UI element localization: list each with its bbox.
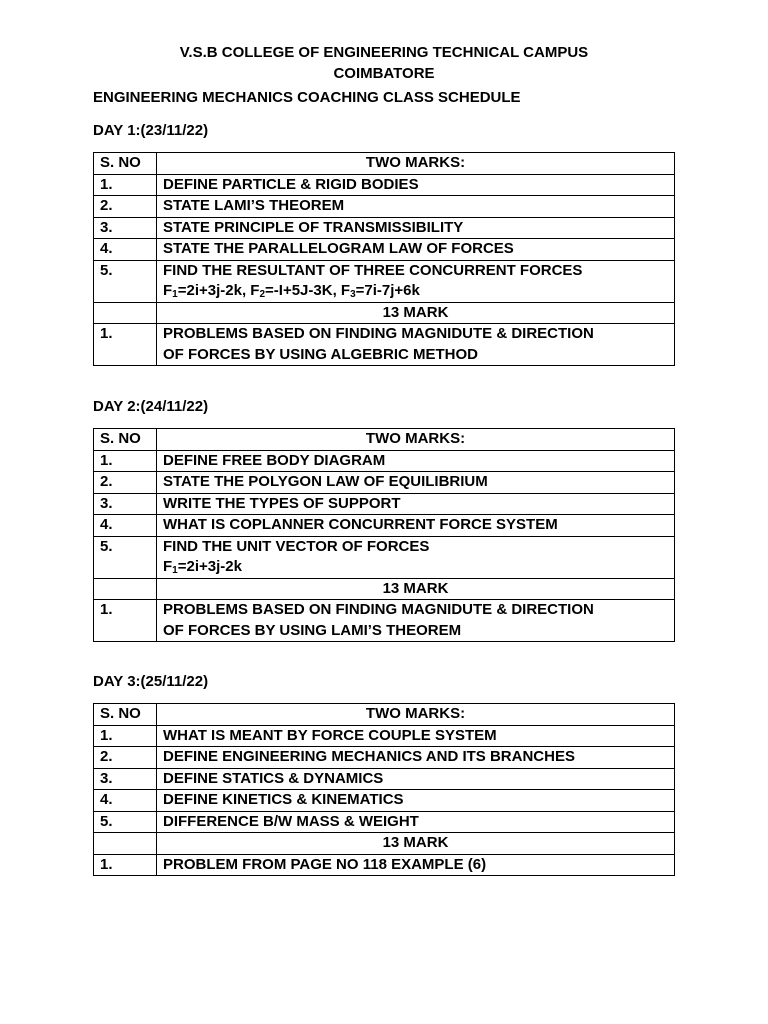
table-header-row bbox=[94, 704, 675, 726]
day-1-table bbox=[93, 152, 675, 366]
table-header-row bbox=[94, 153, 675, 175]
row-number: 2. bbox=[94, 196, 157, 218]
row-text: DEFINE KINETICS & KINEMATICS bbox=[157, 790, 675, 812]
row-text: FIND THE RESULTANT OF THREE CONCURRENT FORCES bbox=[163, 261, 583, 279]
empty-cell bbox=[94, 302, 157, 324]
table-row bbox=[94, 768, 675, 790]
row-text: FIND THE UNIT VECTOR OF FORCES bbox=[163, 537, 430, 555]
thirteen-mark-header: 13 MARK bbox=[157, 302, 675, 324]
schedule-title: ENGINEERING MECHANICS COACHING CLASS SCHEDULE bbox=[93, 89, 521, 106]
row-number: 5. bbox=[94, 536, 157, 578]
row-number: 4. bbox=[94, 515, 157, 537]
table-row bbox=[94, 536, 675, 578]
college-name: V.S.B COLLEGE OF ENGINEERING TECHNICAL CAMPUS bbox=[179, 44, 589, 61]
row-number: 1. bbox=[94, 174, 157, 196]
row-text: DEFINE STATICS & DYNAMICS bbox=[157, 768, 675, 790]
row-text-multiline bbox=[157, 324, 675, 366]
empty-cell bbox=[94, 833, 157, 855]
table-row bbox=[94, 196, 675, 218]
table-row bbox=[94, 515, 675, 537]
row-number: 2. bbox=[94, 747, 157, 769]
empty-cell bbox=[94, 578, 157, 600]
row-text: STATE THE PARALLELOGRAM LAW OF FORCES bbox=[157, 239, 675, 261]
day-2-table bbox=[93, 428, 675, 642]
row-text: STATE THE POLYGON LAW OF EQUILIBRIUM bbox=[157, 472, 675, 494]
sno-header: S. NO bbox=[94, 429, 157, 451]
row-number: 1. bbox=[94, 725, 157, 747]
row-text: DIFFERENCE B/W MASS & WEIGHT bbox=[157, 811, 675, 833]
sno-header: S. NO bbox=[94, 153, 157, 175]
force-formula: $F_1=2i+3j-2k$, $F_2=-I+5J-3K$, $F_3=7i-7j+6k$ bbox=[163, 282, 420, 300]
row-text-multiline bbox=[157, 600, 675, 642]
table-row bbox=[94, 239, 675, 261]
table-row bbox=[94, 217, 675, 239]
table-row bbox=[94, 493, 675, 515]
row-number: 1. bbox=[94, 450, 157, 472]
row-number: 3. bbox=[94, 217, 157, 239]
thirteen-mark-header-row bbox=[94, 833, 675, 855]
table-row bbox=[94, 854, 675, 876]
force-formula: $F_1=2i+3j-2k$ bbox=[163, 558, 242, 576]
day-3-table bbox=[93, 703, 675, 876]
sno-header: S. NO bbox=[94, 704, 157, 726]
row-text-line: OF FORCES BY USING LAMI’S THEOREM bbox=[163, 621, 462, 639]
table-row bbox=[94, 747, 675, 769]
row-number: 3. bbox=[94, 768, 157, 790]
table-row bbox=[94, 324, 675, 366]
table-row bbox=[94, 790, 675, 812]
table-row bbox=[94, 174, 675, 196]
row-text: DEFINE PARTICLE & RIGID BODIES bbox=[157, 174, 675, 196]
thirteen-mark-header: 13 MARK bbox=[157, 578, 675, 600]
row-text-line: OF FORCES BY USING ALGEBRIC METHOD bbox=[163, 345, 479, 363]
row-text: WHAT IS MEANT BY FORCE COUPLE SYSTEM bbox=[157, 725, 675, 747]
day-3-heading: DAY 3:(25/11/22) bbox=[93, 673, 209, 690]
row-number: 4. bbox=[94, 239, 157, 261]
table-header-row bbox=[94, 429, 675, 451]
row-number: 5. bbox=[94, 260, 157, 302]
row-text: PROBLEM FROM PAGE NO 118 EXAMPLE (6) bbox=[157, 854, 675, 876]
row-number: 3. bbox=[94, 493, 157, 515]
row-number: 1. bbox=[94, 324, 157, 366]
table-row bbox=[94, 811, 675, 833]
day-1-heading: DAY 1:(23/11/22) bbox=[93, 122, 209, 139]
row-text: WRITE THE TYPES OF SUPPORT bbox=[157, 493, 675, 515]
table-row bbox=[94, 260, 675, 302]
row-number: 2. bbox=[94, 472, 157, 494]
college-city: COIMBATORE bbox=[333, 65, 435, 82]
thirteen-mark-header-row bbox=[94, 578, 675, 600]
row-text-multiline bbox=[157, 536, 675, 578]
thirteen-mark-header: 13 MARK bbox=[157, 833, 675, 855]
row-text-line: PROBLEMS BASED ON FINDING MAGNIDUTE & DIRECTION bbox=[163, 601, 594, 618]
row-text: STATE PRINCIPLE OF TRANSMISSIBILITY bbox=[157, 217, 675, 239]
row-number: 1. bbox=[94, 600, 157, 642]
table-row bbox=[94, 472, 675, 494]
row-number: 1. bbox=[94, 854, 157, 876]
row-number: 5. bbox=[94, 811, 157, 833]
thirteen-mark-header-row bbox=[94, 302, 675, 324]
table-row bbox=[94, 725, 675, 747]
table-row bbox=[94, 450, 675, 472]
row-text-line: PROBLEMS BASED ON FINDING MAGNIDUTE & DIRECTION bbox=[163, 325, 594, 342]
two-marks-header: TWO MARKS: bbox=[157, 429, 675, 451]
row-text: STATE LAMI’S THEOREM bbox=[157, 196, 675, 218]
row-text: DEFINE FREE BODY DIAGRAM bbox=[157, 450, 675, 472]
row-text: WHAT IS COPLANNER CONCURRENT FORCE SYSTEM bbox=[157, 515, 675, 537]
row-text-multiline bbox=[157, 260, 675, 302]
row-text: DEFINE ENGINEERING MECHANICS AND ITS BRANCHES bbox=[157, 747, 675, 769]
row-number: 4. bbox=[94, 790, 157, 812]
two-marks-header: TWO MARKS: bbox=[157, 153, 675, 175]
day-2-heading: DAY 2:(24/11/22) bbox=[93, 398, 209, 415]
table-row bbox=[94, 600, 675, 642]
two-marks-header: TWO MARKS: bbox=[157, 704, 675, 726]
